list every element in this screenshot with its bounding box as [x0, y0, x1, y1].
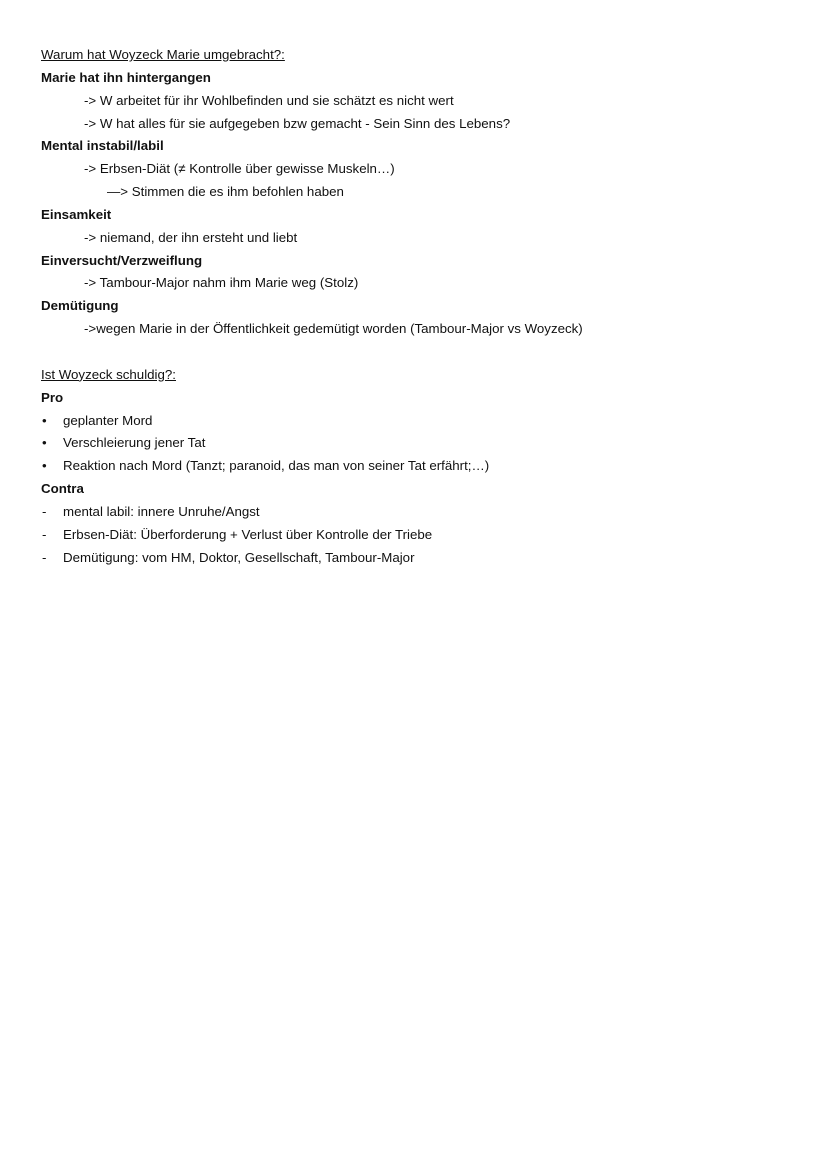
pro-item — [41, 434, 808, 457]
pro-item-text: Reaktion nach Mord (Tanzt; paranoid, das man von seiner Tat erfährt;…) — [63, 458, 490, 474]
pro-item-text: Verschleierung jener Tat — [63, 435, 206, 451]
pro-title: Pro — [41, 389, 64, 405]
section-heading: Warum hat Woyzeck Marie umgebracht?: — [41, 47, 285, 62]
reason-item: -> Tambour-Major nahm ihm Marie weg (Stolz) — [84, 275, 359, 291]
contra-title: Contra — [41, 481, 84, 497]
reason-title: Demütigung — [41, 298, 119, 314]
spacer — [41, 343, 808, 366]
contra-item — [41, 526, 808, 549]
reason-item: -> W hat alles für sie aufgegeben bzw gemacht - Sein Sinn des Lebens? — [84, 115, 511, 131]
dash-icon: - — [42, 549, 47, 565]
reason-subitem: —> Stimmen die es ihm befohlen haben — [107, 184, 344, 200]
contra-item — [41, 503, 808, 526]
reason-item: -> Erbsen-Diät (≠ Kontrolle über gewisse Muskeln…) — [84, 161, 395, 177]
contra-item — [41, 549, 808, 572]
reason-item: -> W arbeitet für ihr Wohlbefinden und sie schätzt es nicht wert — [84, 92, 454, 108]
reason-title: Einversucht/Verzweiflung — [41, 252, 203, 268]
bullet-icon: • — [42, 412, 47, 428]
pro-item — [41, 457, 808, 480]
reason-item: -> niemand, der ihn ersteht und liebt — [84, 229, 298, 245]
reason-item: ->wegen Marie in der Öffentlichkeit gedemütigt worden (Tambour-Major vs Woyzeck) — [84, 321, 583, 337]
pro-item-text: geplanter Mord — [63, 412, 153, 428]
reason-title: Mental instabil/labil — [41, 138, 164, 154]
contra-item-text: mental labil: innere Unruhe/Angst — [63, 503, 260, 519]
bullet-icon: • — [42, 458, 47, 474]
pro-item — [41, 412, 808, 435]
section-heading: Ist Woyzeck schuldig?: — [41, 366, 176, 382]
bullet-icon: • — [42, 435, 47, 451]
reason-title: Einsamkeit — [41, 206, 112, 222]
dash-icon: - — [42, 503, 47, 519]
contra-item-text: Erbsen-Diät: Überforderung + Verlust über Kontrolle der Triebe — [63, 526, 433, 542]
contra-item-text: Demütigung: vom HM, Doktor, Gesellschaft, Tambour-Major — [63, 549, 415, 565]
reason-title: Marie hat ihn hintergangen — [41, 69, 211, 85]
dash-icon: - — [42, 526, 47, 542]
document — [41, 46, 808, 571]
